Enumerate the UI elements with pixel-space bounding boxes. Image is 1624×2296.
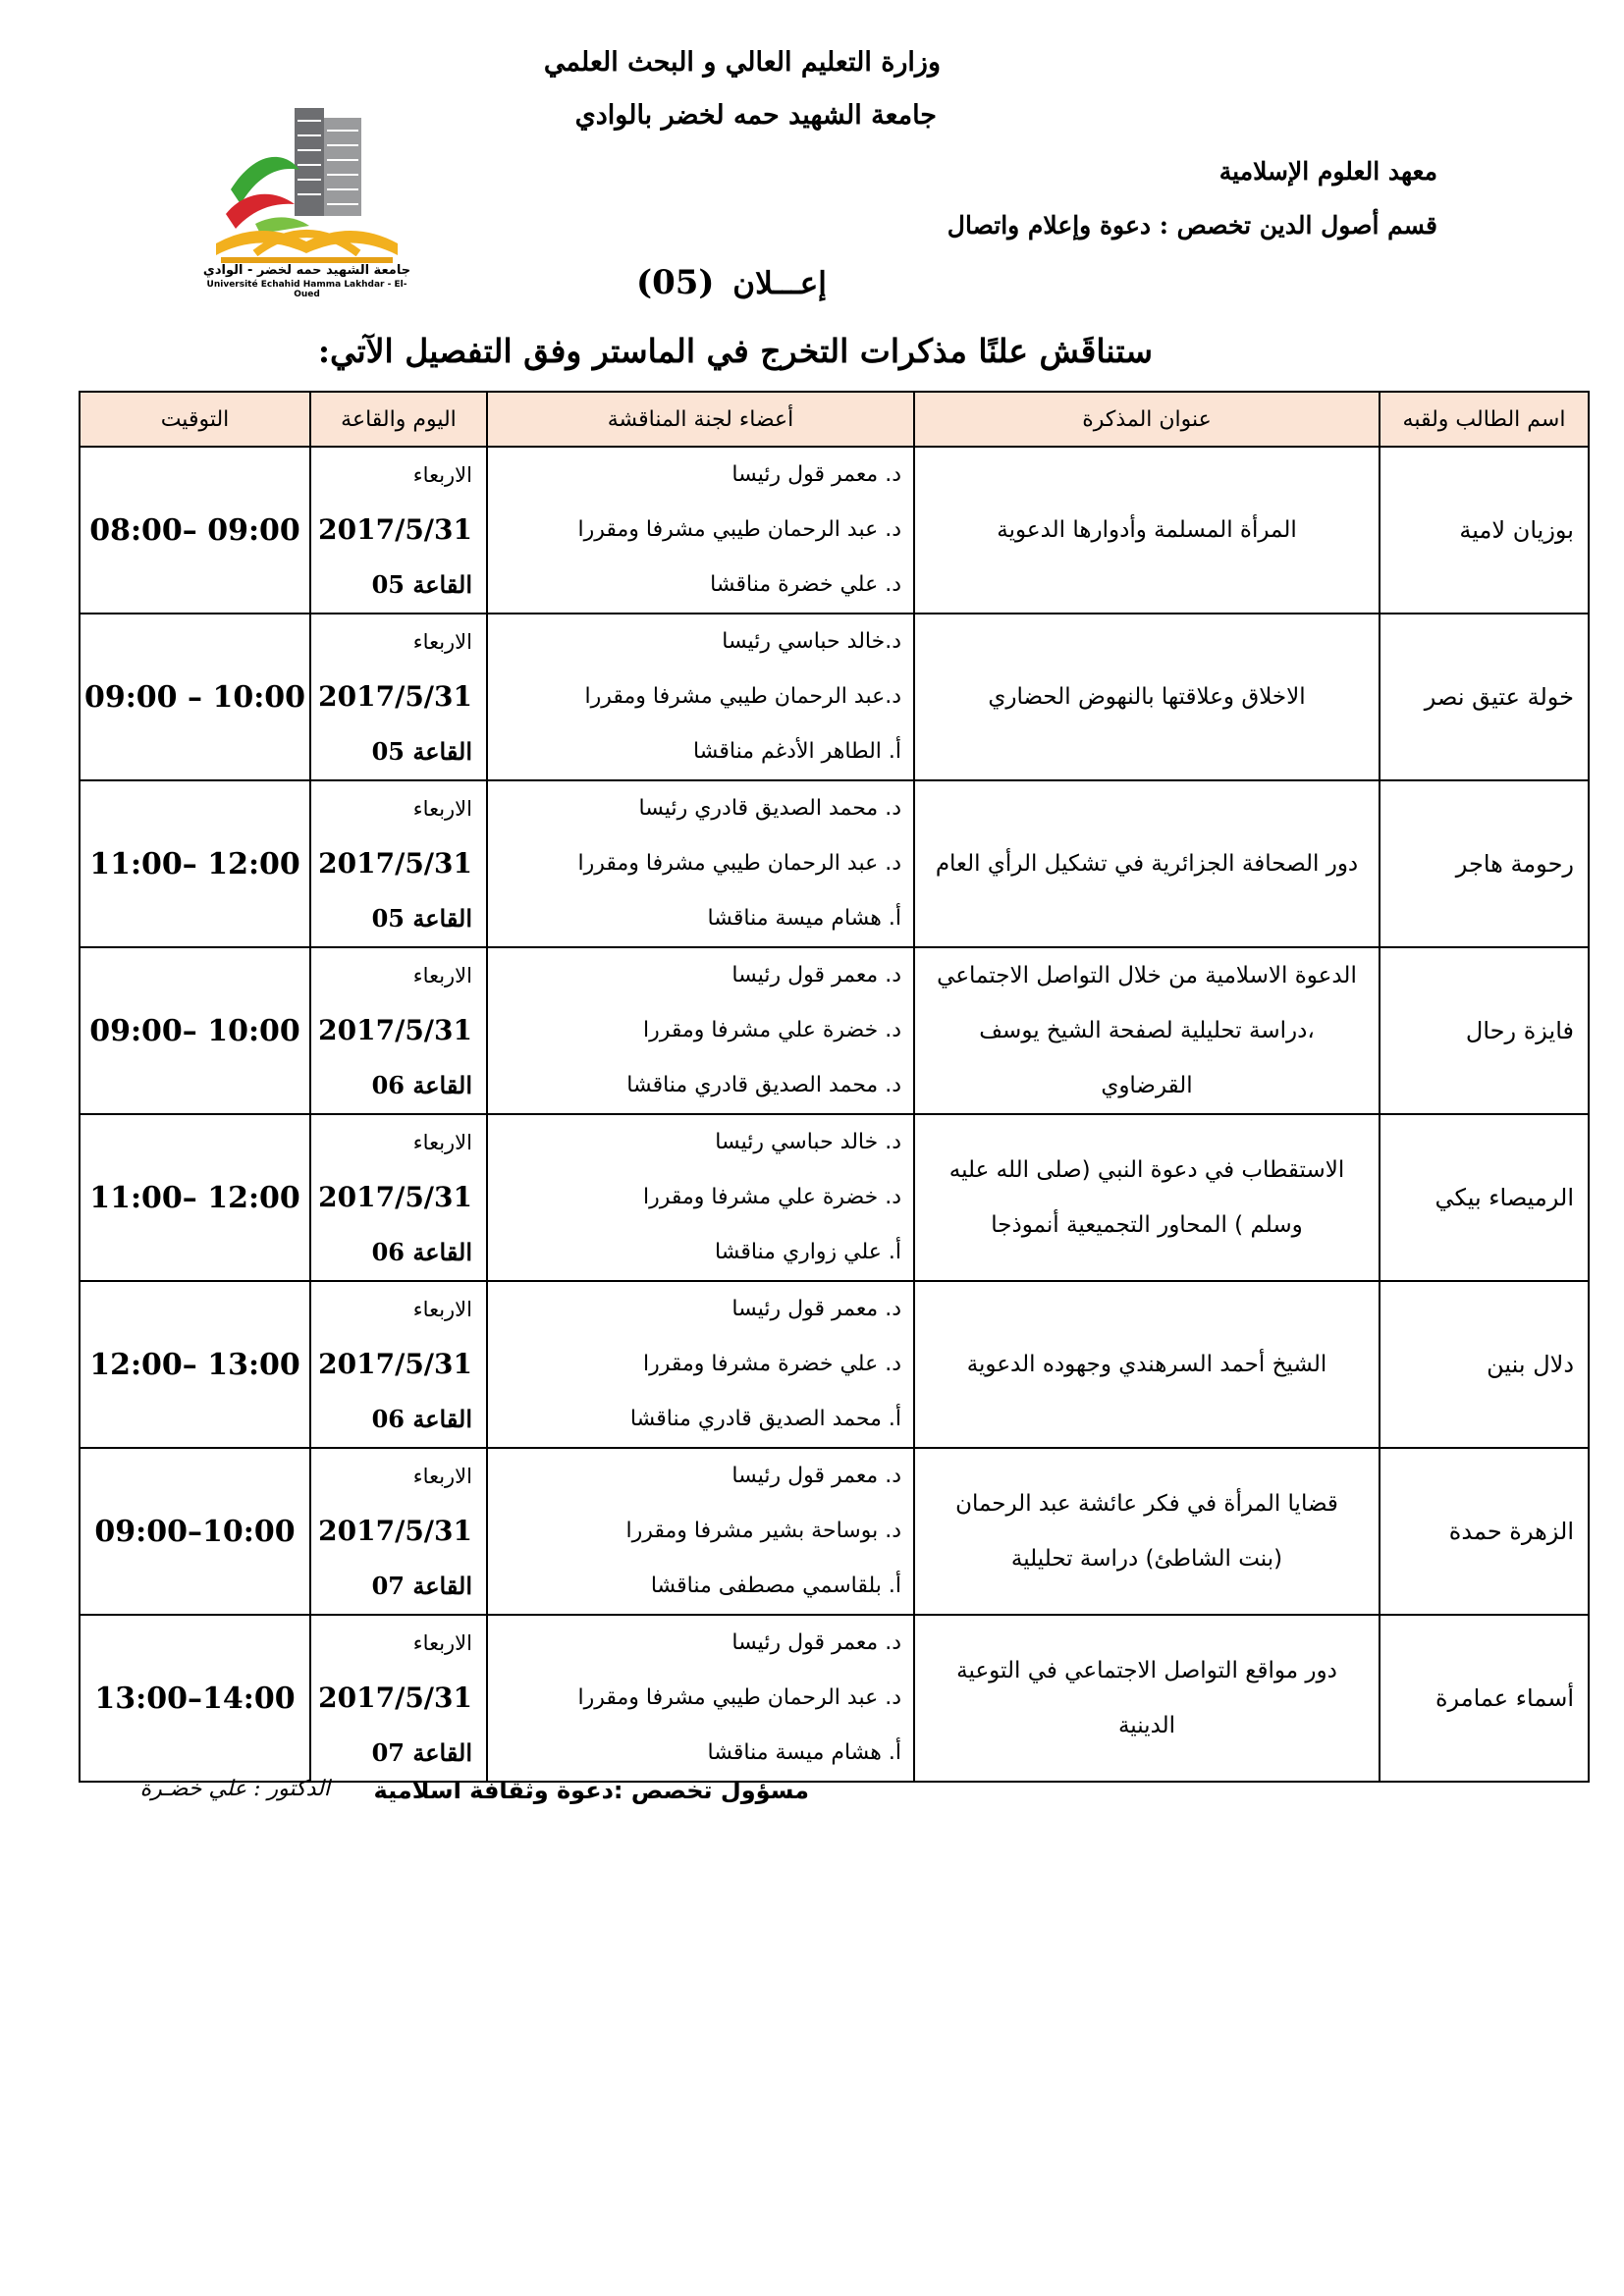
date: 2017/5/31 <box>318 1181 472 1213</box>
student-name: الزهرة حمدة <box>1380 1448 1589 1615</box>
committee-member: د. معمر قول رئيسا <box>731 963 901 988</box>
committee-member: د. محمد الصديق قادري مناقشا <box>626 1073 901 1097</box>
committee-member: أ. محمد الصديق قادري مناقشا <box>629 1407 901 1431</box>
day-room <box>310 1281 487 1448</box>
day: الاربعاء <box>412 1465 472 1488</box>
table-row <box>80 447 1589 614</box>
committee-member: د. معمر قول رئيسا <box>731 1630 901 1655</box>
committee-member: د. محمد الصديق قادري رئيسا <box>638 796 901 821</box>
committee-member: أ. الطاهر الأدغم مناقشا <box>693 739 901 764</box>
committee-member: أ. بلقاسمي مصطفى مناقشا <box>650 1574 901 1598</box>
student-name: خولة عتيق نصر <box>1380 614 1589 780</box>
committee-members <box>487 614 914 780</box>
room: القاعة 06 <box>371 1071 472 1099</box>
header-student: اسم الطالب ولقبه <box>1380 392 1589 447</box>
committee-member: د. عبد الرحمان طيبي مشرفا ومقررا <box>577 851 901 876</box>
defenses-table <box>79 391 1590 1783</box>
table-row <box>80 1448 1589 1615</box>
time-slot: 09:00– 10:00 <box>80 947 310 1114</box>
ministry-name: وزارة التعليم العالي و البحث العلمي <box>543 47 941 78</box>
announcement-number: (05) <box>636 263 715 302</box>
committee-member: د. خضرة علي مشرفا ومقررا <box>642 1018 901 1042</box>
committee-members <box>487 947 914 1114</box>
day: الاربعاء <box>412 1131 472 1154</box>
room: القاعة 06 <box>371 1238 472 1266</box>
day-room <box>310 1114 487 1281</box>
thesis-title: قضايا المرأة في فكر عائشة عبد الرحمان (بنت الشاطئ) دراسة تحليلية <box>914 1448 1380 1615</box>
time-slot: 12:00– 13:00 <box>80 1281 310 1448</box>
room: القاعة 05 <box>371 737 472 766</box>
thesis-title: الاستقطاب في دعوة النبي (صلى الله عليه وسلم ) المحاور التجميعية أنموذجا <box>914 1114 1380 1281</box>
committee-members <box>487 1281 914 1448</box>
thesis-title: الاخلاق وعلاقتها بالنهوض الحضاري <box>914 614 1380 780</box>
table-row <box>80 1615 1589 1782</box>
student-name: فايزة رحال <box>1380 947 1589 1114</box>
room: القاعة 05 <box>371 904 472 933</box>
time-slot: 09:00 – 10:00 <box>80 614 310 780</box>
intro-text: ستناقَش علنًا مذكرات التخرج في الماستر وفق التفصيل الآتي: <box>317 332 1153 370</box>
day-room <box>310 447 487 614</box>
committee-member: أ. هشام ميسة مناقشا <box>707 906 901 931</box>
date: 2017/5/31 <box>318 680 472 713</box>
thesis-title: دور مواقع التواصل الاجتماعي في التوعية الدينية <box>914 1615 1380 1782</box>
room: القاعة 06 <box>371 1405 472 1433</box>
committee-member: د. بوساحة بشير مشرفا ومقررا <box>625 1519 901 1543</box>
thesis-title: الشيخ أحمد السرهندي وجهوده الدعوية <box>914 1281 1380 1448</box>
date: 2017/5/31 <box>318 1014 472 1046</box>
committee-members <box>487 1615 914 1782</box>
footer-responsible: مسؤول تخصص :دعوة وثقافة اسلامية <box>373 1777 809 1804</box>
day-room <box>310 780 487 947</box>
date: 2017/5/31 <box>318 847 472 880</box>
committee-members <box>487 1448 914 1615</box>
student-name: أسماء عمامرة <box>1380 1615 1589 1782</box>
day: الاربعاء <box>412 1631 472 1655</box>
committee-members <box>487 780 914 947</box>
table-row <box>80 780 1589 947</box>
student-name: الرميصاء بيكي <box>1380 1114 1589 1281</box>
day: الاربعاء <box>412 964 472 988</box>
date: 2017/5/31 <box>318 1682 472 1714</box>
day: الاربعاء <box>412 630 472 654</box>
table-row <box>80 614 1589 780</box>
day: الاربعاء <box>412 1298 472 1321</box>
day-room <box>310 1448 487 1615</box>
institute-name: معهد العلوم الإسلامية <box>1218 157 1437 186</box>
student-name: دلال بنين <box>1380 1281 1589 1448</box>
committee-member: د. خالد حباسي رئيسا <box>715 1130 901 1154</box>
student-name: رحومة هاجر <box>1380 780 1589 947</box>
day-room <box>310 1615 487 1782</box>
day-room <box>310 614 487 780</box>
thesis-title: دور الصحافة الجزائرية في تشكيل الرأي العام <box>914 780 1380 947</box>
date: 2017/5/31 <box>318 1515 472 1547</box>
time-slot: 11:00– 12:00 <box>80 780 310 947</box>
day: الاربعاء <box>412 463 472 487</box>
committee-member: د. معمر قول رئيسا <box>731 462 901 487</box>
announcement-label: إعـــلان <box>732 266 827 301</box>
header-committee: أعضاء لجنة المناقشة <box>487 392 914 447</box>
committee-member: أ. علي زواري مناقشا <box>714 1240 901 1264</box>
committee-member: د.خالد حباسي رئيسا <box>722 629 901 654</box>
table-row <box>80 1114 1589 1281</box>
time-slot: 11:00– 12:00 <box>80 1114 310 1281</box>
thesis-title: الدعوة الاسلامية من خلال التواصل الاجتماعي ،دراسة تحليلية لصفحة الشيخ يوسف القرضاوي <box>914 947 1380 1114</box>
committee-member: د. معمر قول رئيسا <box>731 1464 901 1488</box>
logo-caption-ar: جامعة الشهيد حمه لخضر - الوادي <box>202 263 411 278</box>
room: القاعة 05 <box>371 570 472 599</box>
table-row <box>80 1281 1589 1448</box>
table-header-row <box>80 392 1589 447</box>
day-room <box>310 947 487 1114</box>
header-thesis: عنوان المذكرة <box>914 392 1380 447</box>
time-slot: 13:00–14:00 <box>80 1615 310 1782</box>
table-row <box>80 947 1589 1114</box>
committee-member: د. عبد الرحمان طيبي مشرفا ومقررا <box>577 1685 901 1710</box>
committee-member: د. معمر قول رئيسا <box>731 1297 901 1321</box>
committee-member: أ. هشام ميسة مناقشا <box>707 1740 901 1765</box>
date: 2017/5/31 <box>318 513 472 546</box>
time-slot: 09:00–10:00 <box>80 1448 310 1615</box>
header-time: التوقيت <box>80 392 310 447</box>
logo-caption-fr: Université Echahid Hamma Lakhdar - El-Oued <box>206 280 407 299</box>
day: الاربعاء <box>412 797 472 821</box>
committee-member: د. علي خضرة مشرفا ومقررا <box>642 1352 901 1376</box>
committee-member: د. عبد الرحمان طيبي مشرفا ومقررا <box>577 517 901 542</box>
committee-member: د. علي خضرة مناقشا <box>710 572 901 597</box>
header-day-room: اليوم والقاعة <box>310 392 487 447</box>
thesis-title: المرأة المسلمة وأدوارها الدعوية <box>914 447 1380 614</box>
date: 2017/5/31 <box>318 1348 472 1380</box>
room: القاعة 07 <box>371 1572 472 1600</box>
committee-members <box>487 447 914 614</box>
student-name: بوزيان لامية <box>1380 447 1589 614</box>
university-name: جامعة الشهيد حمه لخضر بالوادي <box>574 100 937 131</box>
room: القاعة 07 <box>371 1738 472 1767</box>
committee-member: د.عبد الرحمان طيبي مشرفا ومقررا <box>584 684 901 709</box>
announcement-title <box>628 263 827 302</box>
committee-member: د. خضرة علي مشرفا ومقررا <box>642 1185 901 1209</box>
department-name: قسم أصول الدين تخصص : دعوة وإعلام واتصال <box>947 211 1437 240</box>
committee-members <box>487 1114 914 1281</box>
time-slot: 08:00– 09:00 <box>80 447 310 614</box>
footer-signature: الدكتور : علي خضـرة <box>139 1777 330 1801</box>
